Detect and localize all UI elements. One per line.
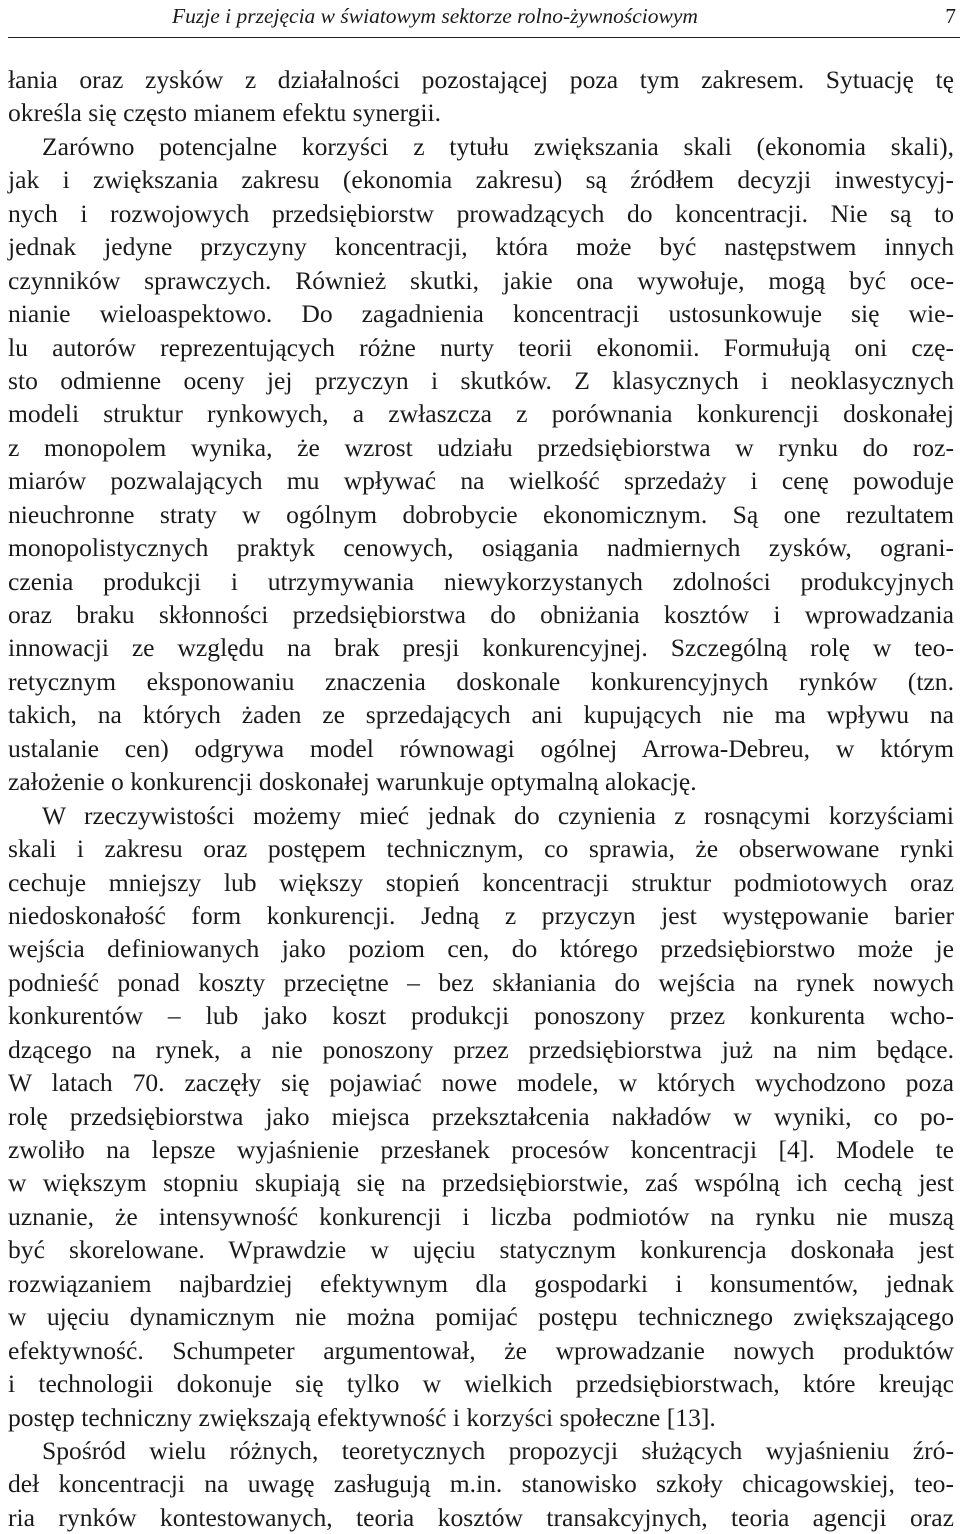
text-line: niedoskonałość form konkurencji. Jedną z przyczyn jest występowanie barier: [8, 900, 954, 930]
text-line: W latach 70. zaczęły się pojawiać nowe modele, w których wychodzono poza: [8, 1068, 954, 1098]
text-line: czynników sprawczych. Również skutki, jakie ona wywołuje, mogą być oce-: [8, 265, 954, 295]
text-line: nianie wieloaspektowo. Do zagadnienia koncentracji ustosunkowuje się wie-: [8, 299, 954, 329]
text-line: podnieść ponad koszty przeciętne – bez skłaniania do wejścia na rynek nowych: [8, 967, 954, 997]
running-title: Fuzje i przejęcia w światowym sektorze rolno-żywnościowym: [172, 4, 698, 28]
page-header: [8, 0, 960, 38]
text-line: cechuje mniejszy lub większy stopień koncentracji struktur podmiotowych oraz: [8, 867, 954, 897]
text-line: określa się często mianem efektu synergii.: [8, 98, 442, 128]
text-line: w ujęciu dynamicznym nie można pomijać postępu technicznego zwiększającego: [8, 1302, 954, 1332]
text-line: ustalanie cen) odgrywa model równowagi ogólnej Arrowa-Debreu, w którym: [8, 733, 954, 763]
text-line: z monopolem wynika, że wzrost udziału przedsiębiorstwa w rynku do roz-: [8, 432, 954, 462]
text-line: ria rynków kontestowanych, teoria kosztów transakcyjnych, teoria agencji oraz: [8, 1502, 954, 1532]
text-line: sto odmienne oceny jej przyczyn i skutków. Z klasycznych i neoklasycznych: [8, 365, 954, 395]
text-line: retycznym eksponowaniu znaczenia doskonale konkurencyjnych rynków (tzn.: [8, 666, 954, 696]
text-line: rolę przedsiębiorstwa jako miejsca przekształcenia nakładów w wyniki, co po-: [8, 1101, 954, 1131]
text-line: modeli struktur rynkowych, a zwłaszcza z porównania konkurencji doskonałej: [8, 399, 954, 429]
text-line: lu autorów reprezentujących różne nurty teorii ekonomii. Formułują oni czę-: [8, 332, 954, 362]
text-line: dzącego na rynek, a nie ponoszony przez przedsiębiorstwa już na nim będące.: [8, 1034, 954, 1064]
text-line: nych i rozwojowych przedsiębiorstw prowadzących do koncentracji. Nie są to: [8, 198, 954, 228]
text-line: efektywność. Schumpeter argumentował, że wprowadzanie nowych produktów: [8, 1335, 954, 1365]
text-line: łania oraz zysków z działalności pozostającej poza tym zakresem. Sytuację tę: [8, 65, 954, 94]
text-line: założenie o konkurencji doskonałej warunkuje optymalną alokację.: [8, 767, 697, 797]
text-line: czenia produkcji i utrzymywania niewykorzystanych zdolności produkcyjnych: [8, 566, 954, 596]
text-line: wejścia definiowanych jako poziom cen, do którego przedsiębiorstwo może je: [8, 934, 954, 964]
text-line: w większym stopniu skupiają się na przedsiębiorstwie, zaś wspólną ich cechą jest: [8, 1168, 954, 1198]
text-line: deł koncentracji na uwagę zasługują m.in. stanowisko szkoły chicagowskiej, teo-: [8, 1469, 954, 1499]
text-line: rozwiązaniem najbardziej efektywnym dla gospodarki i konsumentów, jednak: [8, 1268, 954, 1298]
text-line: jak i zwiększania zakresu (ekonomia zakresu) są źródłem decyzji inwestycyj-: [8, 165, 954, 195]
text-line: uznanie, że intensywność konkurencji i liczba podmiotów na rynku nie muszą: [8, 1201, 954, 1231]
text-line: i technologii dokonuje się tylko w wielkich przedsiębiorstwach, które kreując: [8, 1369, 954, 1399]
text-line: Zarówno potencjalne korzyści z tytułu zwiększania skali (ekonomia skali),: [42, 131, 954, 161]
text-line: skali i zakresu oraz postępem technicznym, co sprawia, że obserwowane rynki: [8, 834, 954, 864]
text-line: monopolistycznych praktyk cenowych, osiągania nadmiernych zysków, ograni-: [8, 533, 954, 563]
text-line: takich, na których żaden ze sprzedających ani kupujących nie ma wpływu na: [8, 700, 954, 730]
text-line: W rzeczywistości możemy mieć jednak do czynienia z rosnącymi korzyściami: [42, 800, 954, 830]
text-line: miarów pozwalających mu wpływać na wielkość sprzedaży i cenę powoduje: [8, 466, 954, 496]
text-line: jednak jedyne przyczyny koncentracji, która może być następstwem innych: [8, 232, 954, 262]
text-line: nieuchronne straty w ogólnym dobrobycie ekonomicznym. Są one rezultatem: [8, 499, 954, 529]
text-line: postęp techniczny zwiększają efektywność i korzyści społeczne [13].: [8, 1402, 716, 1432]
body-text: [8, 63, 954, 1534]
page-number: 7: [945, 4, 956, 28]
text-line: być skorelowane. Wprawdzie w ujęciu statycznym konkurencja doskonała jest: [8, 1235, 954, 1265]
text-line: zwoliło na lepsze wyjaśnienie przesłanek procesów koncentracji [4]. Modele te: [8, 1135, 954, 1164]
text-line: konkurentów – lub jako koszt produkcji ponoszony przez konkurenta wcho-: [8, 1001, 954, 1031]
text-line: Spośród wielu różnych, teoretycznych propozycji służących wyjaśnieniu źró-: [42, 1435, 954, 1465]
text-line: oraz braku skłonności przedsiębiorstwa do obniżania kosztów i wprowadzania: [8, 600, 954, 629]
text-line: innowacji ze względu na brak presji konkurencyjnej. Szczególną rolę w teo-: [8, 633, 954, 663]
